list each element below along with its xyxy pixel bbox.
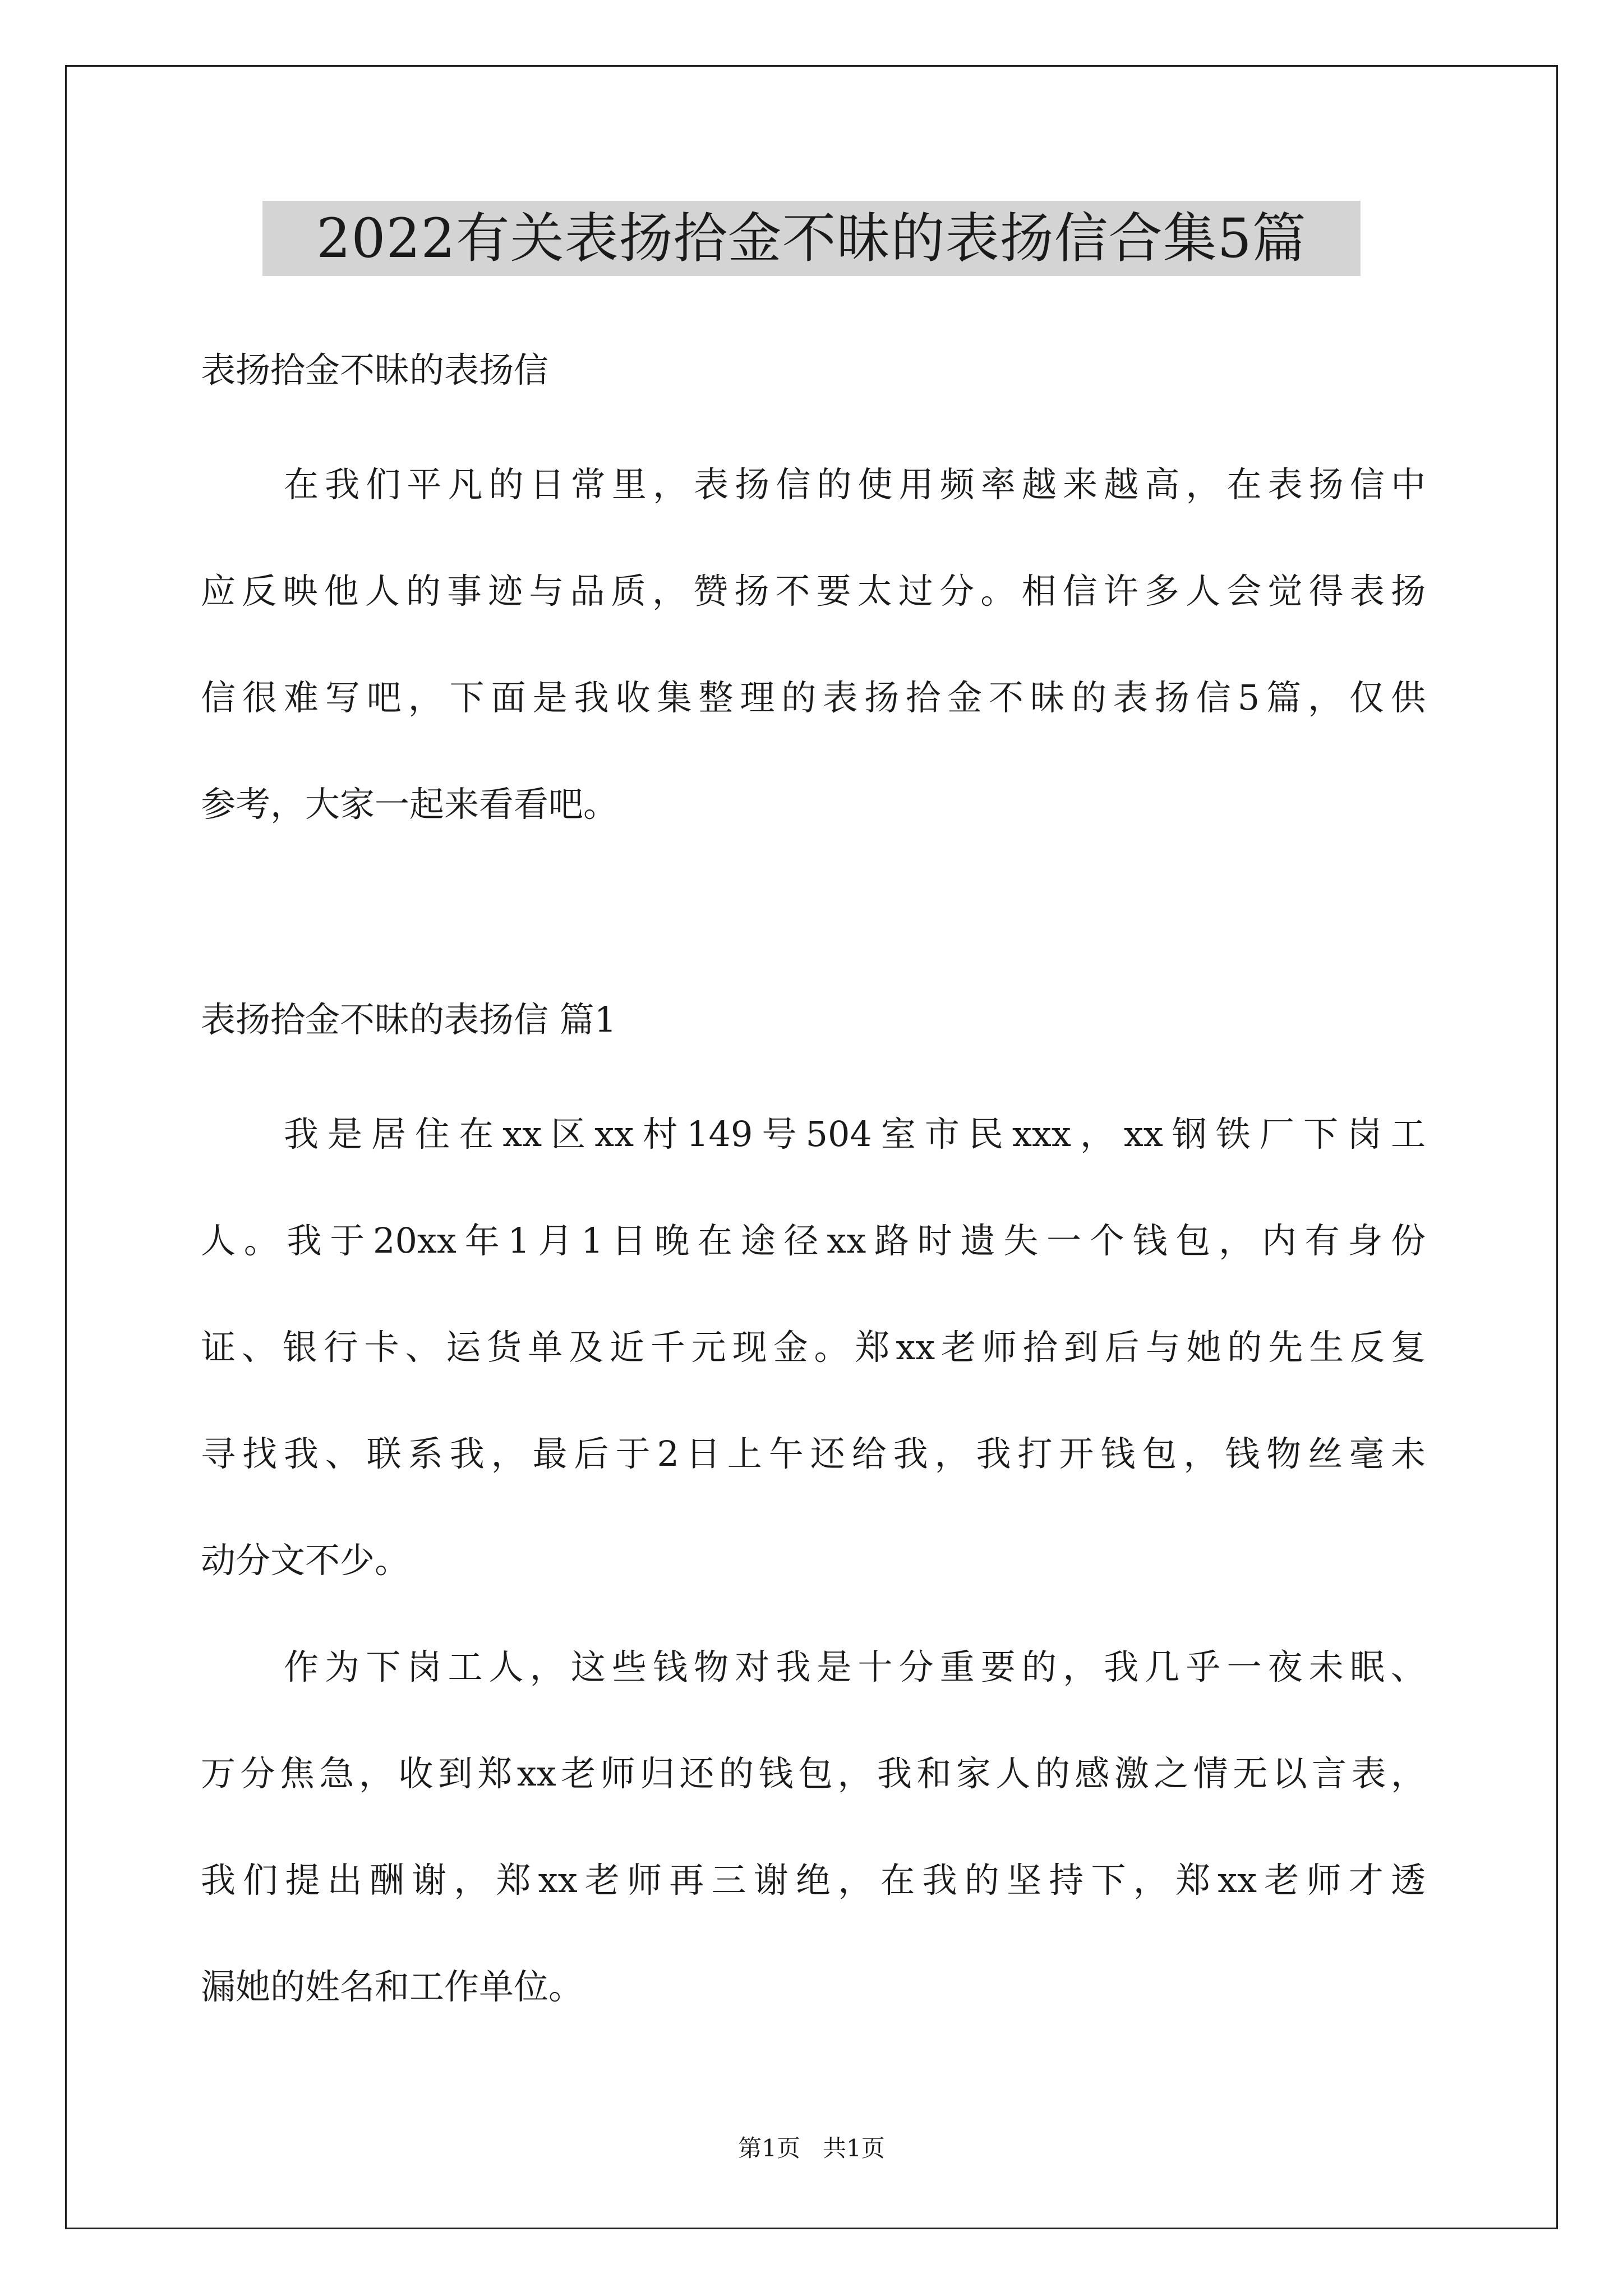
section-1-para-1-line-5: 动分文不少。 [201, 1540, 410, 1581]
section-1-para-1-line-4: 寻找我、联系我，最后于2日上午还给我，我打开钱包，钱物丝毫未 [201, 1433, 1426, 1474]
intro-line-1: 在我们平凡的日常里，表扬信的使用频率越来越高，在表扬信中 [284, 464, 1426, 505]
intro-heading: 表扬拾金不昧的表扬信 [201, 349, 549, 390]
section-1-para-2-line-2: 万分焦急，收到郑xx老师归还的钱包，我和家人的感激之情无以言表， [201, 1753, 1426, 1794]
section-1-heading: 表扬拾金不昧的表扬信 篇1 [201, 999, 617, 1040]
intro-line-2: 应反映他人的事迹与品质，赞扬不要太过分。相信许多人会觉得表扬 [201, 570, 1426, 611]
page-footer: 第1页 共1页 [738, 2134, 885, 2162]
intro-line-4: 参考，大家一起来看看吧。 [201, 784, 619, 825]
intro-line-3: 信很难写吧，下面是我收集整理的表扬拾金不昧的表扬信5篇，仅供 [201, 677, 1426, 718]
section-1-para-2-line-4: 漏她的姓名和工作单位。 [201, 1966, 584, 2007]
section-1-para-1-line-1: 我是居住在xx区xx村149号504室市民xxx，xx钢铁厂下岗工 [284, 1114, 1426, 1154]
section-1-para-2-line-1: 作为下岗工人，这些钱物对我是十分重要的，我几乎一夜未眠、 [284, 1646, 1426, 1687]
section-1-para-2-line-3: 我们提出酬谢，郑xx老师再三谢绝，在我的坚持下，郑xx老师才透 [201, 1860, 1426, 1901]
section-1-para-1-line-3: 证、银行卡、运货单及近千元现金。郑xx老师拾到后与她的先生反复 [201, 1327, 1426, 1368]
section-1-para-1-line-2: 人。我于20xx年1月1日晚在途径xx路时遗失一个钱包，内有身份 [201, 1220, 1426, 1261]
document-title: 2022有关表扬拾金不昧的表扬信合集5篇 [262, 201, 1361, 276]
